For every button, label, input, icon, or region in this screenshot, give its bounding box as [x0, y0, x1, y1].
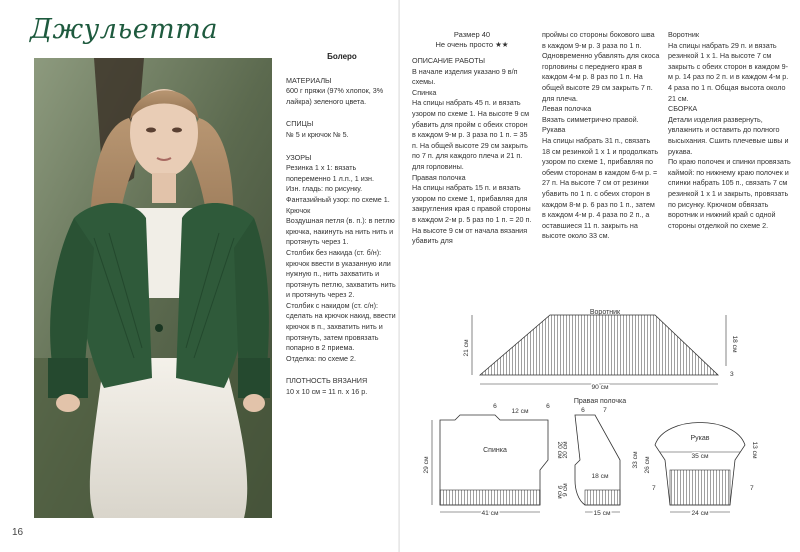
needles-text: № 5 и крючок № 5.: [286, 129, 349, 139]
back-top-6a: 6: [493, 403, 497, 410]
collar-height-left: 21 см: [463, 339, 470, 357]
pattern-diagrams-svg: [400, 300, 800, 540]
assembly-text: Воротник На спицы набрать 29 п. и вязать резинкой 1 х 1. На высоте 7 см закрыть с обеих сторон в каждом 9-м р. 14 раз по 2 п. и в каждом 4-м р. 4 раза по 1 п. Общая высота около 21 см. СБОРКА Детали изделия развернуть, увлажнить и оставить до полного высыхания. Сшить плечевые швы и рукава. По краю полочек и спинки провязать каймой: по нижнему краю полочек и спинки набрать 105 п., связать 7 см резинкой 1 х 1 и закрыть, провязать по рисунку. Крючком обвязать воротник и нижний край с одной стороны отделкой по схеме 2.: [668, 30, 791, 230]
assembly-column: [668, 30, 792, 231]
density-text: 10 х 10 см = 11 п. х 16 р.: [286, 387, 368, 397]
back-height-20: 20 см: [556, 441, 563, 459]
back-top-12: 12 см: [511, 408, 529, 415]
sleeve-35: 35 см: [691, 453, 709, 460]
sleeve-title: Рукав: [690, 435, 710, 442]
back-width: 41 см: [481, 510, 499, 517]
patterns-heading: УЗОРЫ: [286, 152, 312, 162]
description-text: ОПИСАНИЕ РАБОТЫ В начале изделия указано 9 в/п схемы. Спинка На спицы набрать 45 п. и вязать узором по схеме 1. На высоте 9 см убавить для пройм с обеих сторон в каждом 9-м р. 3 раза по 1 п. = 35 п. На общей высоте 29 см закрыть по 7 п. для каждого плеча и 21 п. для горловины. Правая полочка На спицы набрать 15 п. и вязать узором по схеме 1, прибавляя для закругления края с правой стороны в каждом 2-м р. 5 раз по 1 п. = 20 п. На высоте 9 см от начала вязания убавить для: [412, 56, 532, 246]
front-18: 18 см: [591, 473, 609, 480]
pattern-diagrams: [400, 300, 800, 540]
page-number: 16: [12, 527, 24, 538]
sleeve-width: 24 см: [691, 510, 709, 517]
instructions-text: проймы со стороны бокового шва в каждом 9-м р. 3 раза по 1 п. Одновременно убавлять для скоса горловины с переднего края в каждом 4-м р. 8 раз по 1 п. На общей высоте 29 см закрыть 7 п. для плеча. Левая полочка Вязать симметрично правой. Рукава На спицы набрать 31 п., связать 18 см резинкой 1 х 1 и продолжать узором по схеме 1, прибавляя по обеим сторонам в каждом 6-м р. = 27 п. На высоте 7 см от резинки убавить по 1 п. с обеих сторон в каждом 8-м р. 6 раз по 1 п., затем в каждом 4-м р. 4 раза по 2 п., а оставшиеся 11 п. закрыть на высоте около 33 см.: [542, 30, 660, 241]
instructions-column: [542, 30, 660, 242]
model-photo-illustration: [34, 58, 272, 518]
front-title: Правая полочка: [573, 398, 627, 405]
sleeve-33: 33 см: [632, 451, 639, 469]
collar-diagram: [463, 309, 738, 391]
back-small-9: 9 см: [556, 485, 563, 499]
back-title: Спинка: [483, 447, 507, 454]
right-page: [400, 0, 800, 552]
page-title: Джульетта: [30, 14, 218, 45]
density-heading: ПЛОТНОСТЬ ВЯЗАНИЯ: [286, 376, 368, 386]
model-photo: [34, 58, 272, 518]
collar-title: Воротник: [589, 309, 621, 316]
collar-height-right: 18 см: [731, 335, 738, 353]
needles-heading: СПИЦЫ: [286, 119, 314, 129]
front-top-7: 7: [603, 407, 607, 414]
front-diagram: [562, 398, 626, 517]
sleeve-diagram: [632, 423, 758, 518]
front-height-20: 20 см: [562, 441, 569, 459]
back-diagram: [423, 403, 563, 517]
sleeve-right-13: 13 см: [751, 441, 758, 459]
difficulty: Не очень просто ★★: [435, 40, 509, 49]
materials-heading: МАТЕРИАЛЫ: [286, 75, 332, 85]
front-height-9: 9 см: [562, 483, 569, 497]
front-width: 15 см: [593, 510, 611, 517]
sleeve-right-7: 7: [750, 485, 754, 492]
size-block: [412, 30, 532, 50]
collar-width: 90 см: [591, 384, 609, 391]
collar-small: 3: [730, 371, 734, 378]
garment-name: Болеро: [327, 52, 357, 61]
front-top-6: 6: [581, 407, 585, 414]
description-column: [412, 30, 532, 247]
collar-shape: [480, 315, 718, 375]
sleeve-26: 26 см: [644, 456, 651, 474]
size-line: Размер 40: [453, 30, 491, 39]
left-text-column: [286, 52, 398, 398]
back-top-6b: 6: [546, 403, 550, 410]
sleeve-7: 7: [652, 485, 656, 492]
patterns-text: Резинка 1 х 1: вязать попеременно 1 л.п., 1 изн. Изн. гладь: по рисунку. Фантазийный узор: по схеме 1. Крючок Воздушная петля (в. п.): в петлю крючка, накинуть на нить нить и протянуть через 1. Столбик без накида (ст. б/н): крючок ввести в указанную или нужную п., нить захватить и протянуть петлю, захватить нить и протянуть через 2. Столбик с накидом (ст. с/н): сделать на крючок накид, ввести крючок в п., захватить нить и протянуть, затем провязать попарно в 2 приема. Отделка: по схеме 2.: [286, 163, 396, 363]
back-height-29: 29 см: [423, 456, 430, 474]
materials-text: 600 г пряжи (97% хлопок, 3% лайкра) зеленого цвета.: [286, 86, 384, 106]
